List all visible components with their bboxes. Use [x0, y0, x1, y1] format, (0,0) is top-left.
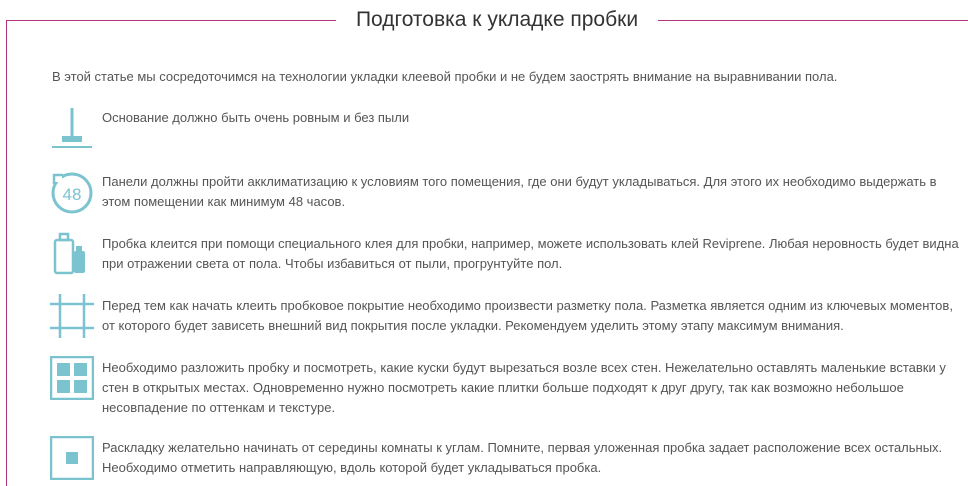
item-text: Перед тем как начать клеить пробковое покрытие необходимо произвести разметку пола. Разметка является одним из ключевых моментов, от которого будет зависеть внешний вид покрытия после укладки. Рекомендуем уделить этому этапу максимум внимания.: [102, 298, 953, 333]
item-text: Основание должно быть очень ровным и без пыли: [102, 110, 410, 125]
frame-line-top-right: [658, 20, 968, 21]
item-text: Панели должны пройти акклиматизацию к условиям того помещения, где они будут укладываться. Для этого их необходимо выдержать в этом помещении как минимум 48 часов.: [102, 174, 937, 209]
frame-line-top-left: [6, 20, 336, 21]
glue-bottles-icon: [50, 232, 94, 276]
timer-48-icon: [50, 170, 94, 214]
tiles-layout-icon: [50, 356, 94, 400]
intro-text: В этой статье мы сосредоточимся на технологии укладки клеевой пробки и не будем заострять внимание на выравнивании пола.: [52, 69, 838, 84]
svg-text:48: 48: [62, 185, 82, 204]
page-title: Подготовка к укладке пробки: [355, 8, 639, 31]
item-text: Необходимо разложить пробку и посмотреть, какие куски будут вырезаться возле всех стен. Нежелательно оставлять маленькие вставки у стен в открытых местах. Одновременно нужно посмотреть какие плитки больше подходят к друг другу, так как возможно небольшое несовпадение по оттенкам и текстуре.: [102, 360, 946, 415]
grid-marking-icon: [50, 294, 94, 338]
item-text: Раскладку желательно начинать от середины комнаты к углам. Помните, первая уложенная пробка задает расположение всех остальных. Необходимо отметить направляющую, вдоль которой будет укладываться пробка.: [102, 440, 943, 475]
floor-mop-icon: [50, 106, 94, 150]
center-square-icon: [50, 436, 94, 480]
frame-line-left: [6, 20, 7, 486]
item-text: Пробка клеится при помощи специального клея для пробки, например, можете использовать клей Reviprene. Любая неровность будет видна при отражении света от пола. Чтобы избавиться от пыли, прогрунтуйте пол.: [102, 236, 959, 271]
